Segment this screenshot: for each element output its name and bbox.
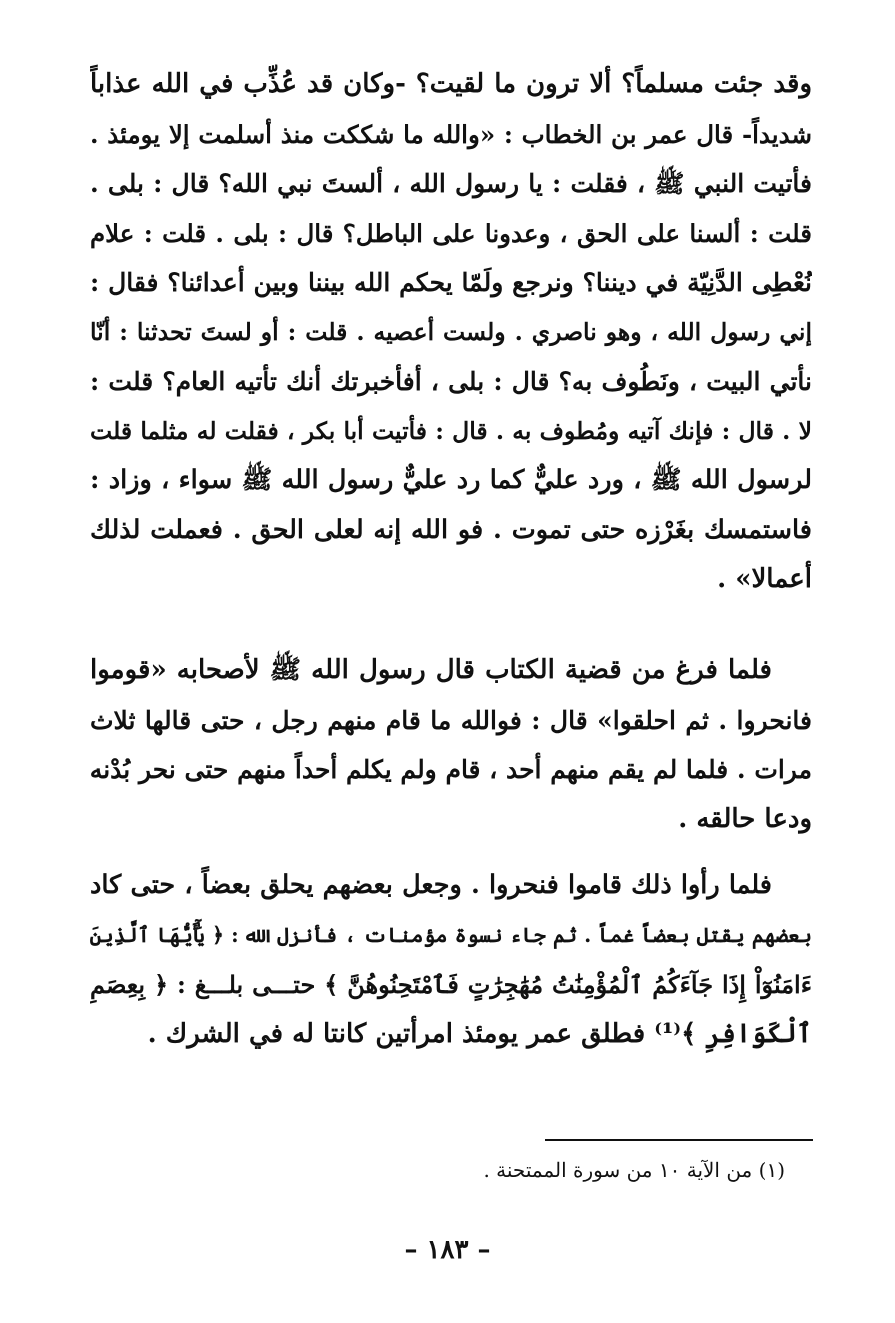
footnote: (١) من الآية ١٠ من سورة الممتحنة . bbox=[483, 1158, 785, 1182]
text-line: فأتيت النبي ﷺ ، فقلت : يا رسول الله ، ألستَ نبي الله؟ قال : بلى . bbox=[90, 169, 812, 198]
paragraph-1 bbox=[90, 60, 812, 605]
text-line: وقد جئت مسلماً؟ ألا ترون ما لقيت؟ -وكان قد عُذِّب في الله عذاباً bbox=[90, 69, 812, 99]
text-line: نأتي البيت ، ونَطُوف به؟ قال : بلى ، أفأخبرتك أنك تأتيه العام؟ قلت : bbox=[90, 367, 812, 396]
text-line: فلما فرغ من قضية الكتاب قال رسول الله ﷺ لأصحابه «قوموا bbox=[90, 655, 772, 685]
text-line: فلما رأوا ذلك قاموا فنحروا . وجعل بعضهم يحلق بعضاً ، حتى كاد bbox=[90, 870, 772, 900]
text-line: أعمالا» . bbox=[717, 564, 812, 594]
text-line: لرسول الله ﷺ ، ورد عليٌّ كما رد عليٌّ رسول الله ﷺ سواء ، وزاد : bbox=[90, 465, 812, 495]
text-line: شديداً- قال عمر بن الخطاب : «والله ما شككت منذ أسلمت إلا يومئذ . bbox=[90, 119, 812, 149]
paragraph-2 bbox=[90, 646, 812, 844]
text-line: بعضهم يقتل بعضاً غماً . ثم جاء نسوة مؤمنات ، فأنزل الله : ﴿ يَٰٓأَيُّهَا ٱلَّذِينَ bbox=[90, 922, 812, 947]
text-line: ٱلْكَوَافِرِ ﴾⁽¹⁾ فطلق عمر يومئذ امرأتين كانتا له في الشرك . bbox=[147, 1018, 812, 1049]
paragraph-3 bbox=[90, 861, 812, 1059]
page-number: – ١٨٣ – bbox=[404, 1235, 491, 1265]
text-line: مرات . فلما لم يقم منهم أحد ، قام ولم يكلم أحداً منهم حتى نحر بُدْنه bbox=[90, 755, 812, 784]
text-line: ودعا حالقه . bbox=[678, 803, 812, 834]
footnote-divider bbox=[545, 1139, 813, 1141]
text-line: قلت : ألسنا على الحق ، وعدونا على الباطل؟ قال : بلى . قلت : علام bbox=[90, 218, 812, 248]
text-line quran-line: ءَامَنُوٓاْ إِذَا جَآءَكُمُ ٱلْمُؤْمِنَٰتُ مُهَٰجِرَٰتٍ فَٱمْتَحِنُوهُنَّ ﴾ حتـــى بلـــغ : ﴿ بِعِصَمِ bbox=[90, 970, 812, 999]
text-line: إني رسول الله ، وهو ناصري . ولست أعصيه . قلت : أو لستَ تحدثنا : أنّا bbox=[90, 317, 812, 346]
text-line: فاستمسك بغَرْزه حتى تموت . فو الله إنه لعلى الحق . فعملت لذلك bbox=[90, 514, 812, 545]
text-line: نُعْطِى الدَّنِيّة في ديننا؟ ونرجع ولَمّا يحكم الله بيننا وبين أعدائنا؟ فقال : bbox=[90, 268, 812, 297]
text-line: لا . قال : فإنك آتيه ومُطوف به . قال : فأتيت أبا بكر ، فقلت له مثلما قلت bbox=[90, 416, 812, 445]
text-line: فانحروا . ثم احلقوا» قال : فوالله ما قام منهم رجل ، حتى قالها ثلاث bbox=[90, 705, 812, 735]
